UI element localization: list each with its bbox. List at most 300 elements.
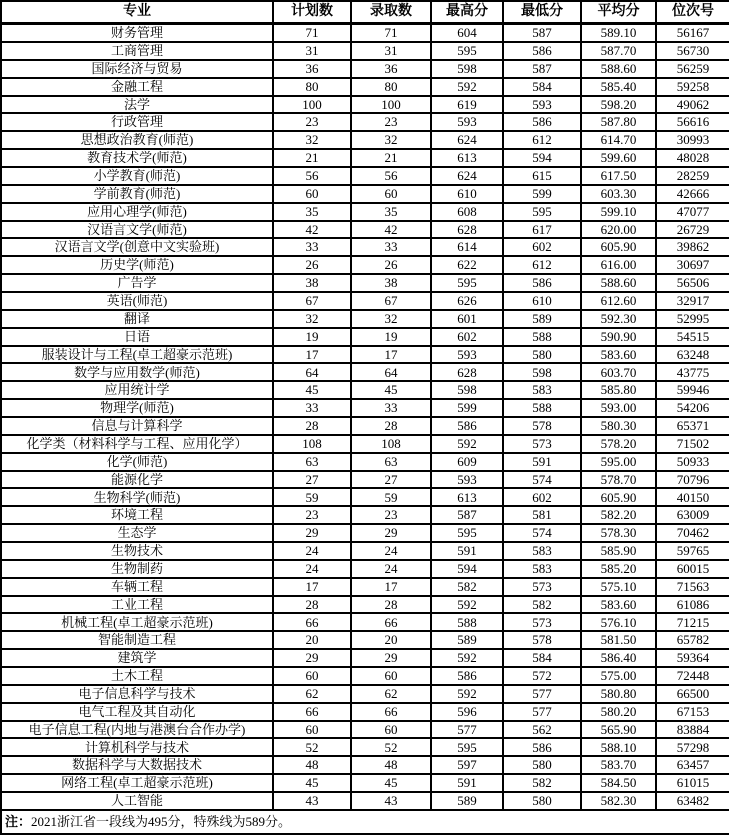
cell-avg-score: 588.10 <box>581 738 656 756</box>
table-row <box>1 578 729 596</box>
cell-max-score: 613 <box>431 149 503 167</box>
cell-avg-score: 586.40 <box>581 649 656 667</box>
cell-min-score: 573 <box>503 578 581 596</box>
cell-min-score: 595 <box>503 203 581 221</box>
table-row <box>1 542 729 560</box>
cell-min-score: 583 <box>503 560 581 578</box>
cell-plan-count: 71 <box>273 24 351 42</box>
table-row <box>1 42 729 60</box>
cell-min-score: 598 <box>503 363 581 381</box>
cell-admitted-count: 48 <box>351 756 431 774</box>
cell-max-score: 609 <box>431 453 503 471</box>
cell-min-score: 577 <box>503 703 581 721</box>
cell-rank-number: 56616 <box>656 113 729 131</box>
cell-plan-count: 24 <box>273 560 351 578</box>
cell-plan-count: 52 <box>273 738 351 756</box>
cell-max-score: 587 <box>431 506 503 524</box>
header-min-score: 最低分 <box>503 1 581 24</box>
cell-avg-score: 605.90 <box>581 488 656 506</box>
cell-plan-count: 23 <box>273 506 351 524</box>
table-row <box>1 292 729 310</box>
cell-max-score: 598 <box>431 381 503 399</box>
cell-major: 数学与应用数学(师范) <box>1 363 273 381</box>
header-admitted-count: 录取数 <box>351 1 431 24</box>
cell-rank-number: 54206 <box>656 399 729 417</box>
cell-avg-score: 580.20 <box>581 703 656 721</box>
cell-max-score: 589 <box>431 631 503 649</box>
cell-admitted-count: 43 <box>351 792 431 810</box>
footnote-label: 注： <box>5 814 32 830</box>
header-row <box>1 1 729 24</box>
cell-max-score: 586 <box>431 417 503 435</box>
cell-min-score: 588 <box>503 328 581 346</box>
cell-avg-score: 583.60 <box>581 596 656 614</box>
cell-avg-score: 585.40 <box>581 78 656 96</box>
cell-min-score: 573 <box>503 613 581 631</box>
table-body <box>1 24 729 811</box>
table-row <box>1 524 729 542</box>
cell-avg-score: 603.30 <box>581 185 656 203</box>
cell-admitted-count: 33 <box>351 238 431 256</box>
cell-rank-number: 40150 <box>656 488 729 506</box>
cell-plan-count: 60 <box>273 721 351 739</box>
cell-plan-count: 67 <box>273 292 351 310</box>
cell-max-score: 602 <box>431 328 503 346</box>
cell-plan-count: 56 <box>273 167 351 185</box>
cell-avg-score: 620.00 <box>581 221 656 239</box>
cell-min-score: 612 <box>503 131 581 149</box>
cell-min-score: 580 <box>503 792 581 810</box>
cell-major: 化学类（材料科学与工程、应用化学） <box>1 435 273 453</box>
cell-major: 应用心理学(师范) <box>1 203 273 221</box>
cell-rank-number: 30697 <box>656 256 729 274</box>
cell-rank-number: 63482 <box>656 792 729 810</box>
cell-plan-count: 38 <box>273 274 351 292</box>
cell-avg-score: 588.60 <box>581 60 656 78</box>
cell-min-score: 583 <box>503 381 581 399</box>
table-row <box>1 399 729 417</box>
cell-major: 汉语言文学(师范) <box>1 221 273 239</box>
cell-max-score: 628 <box>431 221 503 239</box>
cell-plan-count: 45 <box>273 774 351 792</box>
cell-min-score: 580 <box>503 346 581 364</box>
cell-max-score: 628 <box>431 363 503 381</box>
cell-rank-number: 61086 <box>656 596 729 614</box>
cell-rank-number: 83884 <box>656 721 729 739</box>
table-row <box>1 381 729 399</box>
table-row <box>1 792 729 810</box>
cell-plan-count: 27 <box>273 471 351 489</box>
cell-rank-number: 59946 <box>656 381 729 399</box>
footnote <box>1 810 729 834</box>
cell-min-score: 594 <box>503 149 581 167</box>
cell-admitted-count: 24 <box>351 542 431 560</box>
cell-avg-score: 587.70 <box>581 42 656 60</box>
cell-plan-count: 48 <box>273 756 351 774</box>
cell-max-score: 595 <box>431 42 503 60</box>
table-row <box>1 721 729 739</box>
table-row <box>1 185 729 203</box>
cell-major: 生物科学(师范) <box>1 488 273 506</box>
cell-min-score: 587 <box>503 24 581 42</box>
table-row <box>1 131 729 149</box>
cell-min-score: 586 <box>503 113 581 131</box>
cell-major: 数据科学与大数据技术 <box>1 756 273 774</box>
cell-rank-number: 67153 <box>656 703 729 721</box>
table-row <box>1 78 729 96</box>
table-row <box>1 631 729 649</box>
table-row <box>1 346 729 364</box>
cell-rank-number: 57298 <box>656 738 729 756</box>
cell-plan-count: 23 <box>273 113 351 131</box>
cell-major: 机械工程(卓工超豪示范班) <box>1 613 273 631</box>
cell-major: 英语(师范) <box>1 292 273 310</box>
cell-rank-number: 39862 <box>656 238 729 256</box>
cell-major: 工业工程 <box>1 596 273 614</box>
cell-major: 信息与计算科学 <box>1 417 273 435</box>
cell-admitted-count: 28 <box>351 417 431 435</box>
cell-avg-score: 575.00 <box>581 667 656 685</box>
table-row <box>1 310 729 328</box>
cell-avg-score: 587.80 <box>581 113 656 131</box>
cell-rank-number: 56730 <box>656 42 729 60</box>
cell-admitted-count: 33 <box>351 399 431 417</box>
cell-major: 计算机科学与技术 <box>1 738 273 756</box>
cell-min-score: 586 <box>503 42 581 60</box>
cell-avg-score: 588.60 <box>581 274 656 292</box>
cell-min-score: 578 <box>503 417 581 435</box>
footnote-text: 2021浙江省一段线为495分，特殊线为589分。 <box>31 814 292 830</box>
cell-plan-count: 33 <box>273 238 351 256</box>
cell-min-score: 574 <box>503 524 581 542</box>
cell-avg-score: 580.80 <box>581 685 656 703</box>
table-row <box>1 453 729 471</box>
cell-admitted-count: 52 <box>351 738 431 756</box>
cell-avg-score: 583.70 <box>581 756 656 774</box>
cell-major: 小学教育(师范) <box>1 167 273 185</box>
cell-plan-count: 63 <box>273 453 351 471</box>
cell-min-score: 602 <box>503 488 581 506</box>
cell-rank-number: 26729 <box>656 221 729 239</box>
cell-admitted-count: 45 <box>351 774 431 792</box>
cell-major: 应用统计学 <box>1 381 273 399</box>
cell-max-score: 596 <box>431 703 503 721</box>
table-row <box>1 738 729 756</box>
cell-plan-count: 17 <box>273 346 351 364</box>
cell-avg-score: 605.90 <box>581 238 656 256</box>
cell-plan-count: 33 <box>273 399 351 417</box>
cell-rank-number: 71563 <box>656 578 729 596</box>
cell-major: 电子信息科学与技术 <box>1 685 273 703</box>
table-row <box>1 756 729 774</box>
cell-admitted-count: 66 <box>351 703 431 721</box>
cell-major: 教育技术学(师范) <box>1 149 273 167</box>
cell-plan-count: 59 <box>273 488 351 506</box>
cell-min-score: 615 <box>503 167 581 185</box>
cell-max-score: 586 <box>431 667 503 685</box>
cell-rank-number: 49062 <box>656 96 729 114</box>
table-row <box>1 649 729 667</box>
table-row <box>1 506 729 524</box>
cell-max-score: 595 <box>431 274 503 292</box>
cell-avg-score: 603.70 <box>581 363 656 381</box>
cell-rank-number: 66500 <box>656 685 729 703</box>
cell-major: 电子信息工程(内地与港澳台合作办学) <box>1 721 273 739</box>
note-row <box>1 810 729 834</box>
cell-rank-number: 47077 <box>656 203 729 221</box>
cell-avg-score: 585.80 <box>581 381 656 399</box>
cell-plan-count: 31 <box>273 42 351 60</box>
cell-major: 翻译 <box>1 310 273 328</box>
cell-plan-count: 29 <box>273 524 351 542</box>
cell-min-score: 612 <box>503 256 581 274</box>
cell-max-score: 588 <box>431 613 503 631</box>
cell-admitted-count: 36 <box>351 60 431 78</box>
cell-admitted-count: 23 <box>351 113 431 131</box>
cell-rank-number: 56259 <box>656 60 729 78</box>
cell-max-score: 593 <box>431 346 503 364</box>
cell-admitted-count: 24 <box>351 560 431 578</box>
cell-plan-count: 29 <box>273 649 351 667</box>
cell-plan-count: 26 <box>273 256 351 274</box>
cell-avg-score: 616.00 <box>581 256 656 274</box>
cell-major: 服装设计与工程(卓工超豪示范班) <box>1 346 273 364</box>
cell-rank-number: 43775 <box>656 363 729 381</box>
table-row <box>1 703 729 721</box>
cell-max-score: 599 <box>431 399 503 417</box>
cell-min-score: 591 <box>503 453 581 471</box>
cell-admitted-count: 26 <box>351 256 431 274</box>
cell-admitted-count: 60 <box>351 721 431 739</box>
header-major: 专业 <box>1 1 273 24</box>
cell-admitted-count: 35 <box>351 203 431 221</box>
table-row <box>1 685 729 703</box>
cell-min-score: 602 <box>503 238 581 256</box>
cell-avg-score: 592.30 <box>581 310 656 328</box>
table-row <box>1 60 729 78</box>
cell-min-score: 573 <box>503 435 581 453</box>
cell-admitted-count: 32 <box>351 310 431 328</box>
table-row <box>1 328 729 346</box>
cell-min-score: 586 <box>503 738 581 756</box>
cell-plan-count: 32 <box>273 131 351 149</box>
cell-rank-number: 63248 <box>656 346 729 364</box>
cell-min-score: 610 <box>503 292 581 310</box>
cell-plan-count: 80 <box>273 78 351 96</box>
cell-max-score: 597 <box>431 756 503 774</box>
cell-major: 学前教育(师范) <box>1 185 273 203</box>
cell-admitted-count: 100 <box>351 96 431 114</box>
cell-major: 网络工程(卓工超豪示范班) <box>1 774 273 792</box>
cell-major: 行政管理 <box>1 113 273 131</box>
cell-max-score: 604 <box>431 24 503 42</box>
cell-rank-number: 59364 <box>656 649 729 667</box>
cell-major: 建筑学 <box>1 649 273 667</box>
cell-major: 能源化学 <box>1 471 273 489</box>
table-row <box>1 667 729 685</box>
cell-rank-number: 56167 <box>656 24 729 42</box>
cell-avg-score: 565.90 <box>581 721 656 739</box>
cell-avg-score: 589.10 <box>581 24 656 42</box>
table-row <box>1 96 729 114</box>
cell-admitted-count: 60 <box>351 185 431 203</box>
cell-max-score: 626 <box>431 292 503 310</box>
cell-major: 思想政治教育(师范) <box>1 131 273 149</box>
cell-min-score: 617 <box>503 221 581 239</box>
cell-admitted-count: 56 <box>351 167 431 185</box>
cell-avg-score: 590.90 <box>581 328 656 346</box>
cell-max-score: 610 <box>431 185 503 203</box>
cell-min-score: 587 <box>503 60 581 78</box>
cell-min-score: 582 <box>503 596 581 614</box>
cell-max-score: 595 <box>431 524 503 542</box>
cell-avg-score: 593.00 <box>581 399 656 417</box>
cell-max-score: 582 <box>431 578 503 596</box>
cell-rank-number: 54515 <box>656 328 729 346</box>
cell-major: 工商管理 <box>1 42 273 60</box>
cell-avg-score: 599.10 <box>581 203 656 221</box>
header-rank-number: 位次号 <box>656 1 729 24</box>
table-row <box>1 238 729 256</box>
table-row <box>1 471 729 489</box>
header-max-score: 最高分 <box>431 1 503 24</box>
cell-max-score: 591 <box>431 774 503 792</box>
cell-min-score: 578 <box>503 631 581 649</box>
cell-min-score: 577 <box>503 685 581 703</box>
cell-major: 人工智能 <box>1 792 273 810</box>
cell-avg-score: 595.00 <box>581 453 656 471</box>
cell-major: 生物技术 <box>1 542 273 560</box>
cell-avg-score: 578.70 <box>581 471 656 489</box>
cell-plan-count: 19 <box>273 328 351 346</box>
table-row <box>1 24 729 42</box>
header-plan-count: 计划数 <box>273 1 351 24</box>
cell-max-score: 592 <box>431 435 503 453</box>
table-row <box>1 435 729 453</box>
cell-major: 法学 <box>1 96 273 114</box>
cell-rank-number: 56506 <box>656 274 729 292</box>
table-row <box>1 596 729 614</box>
cell-avg-score: 598.20 <box>581 96 656 114</box>
table-row <box>1 613 729 631</box>
cell-max-score: 619 <box>431 96 503 114</box>
cell-rank-number: 70796 <box>656 471 729 489</box>
table-row <box>1 256 729 274</box>
cell-min-score: 580 <box>503 756 581 774</box>
cell-max-score: 591 <box>431 542 503 560</box>
cell-rank-number: 52995 <box>656 310 729 328</box>
cell-rank-number: 63457 <box>656 756 729 774</box>
cell-max-score: 622 <box>431 256 503 274</box>
table-row <box>1 149 729 167</box>
table-row <box>1 274 729 292</box>
cell-admitted-count: 66 <box>351 613 431 631</box>
cell-admitted-count: 42 <box>351 221 431 239</box>
cell-admitted-count: 59 <box>351 488 431 506</box>
cell-rank-number: 50933 <box>656 453 729 471</box>
cell-min-score: 589 <box>503 310 581 328</box>
cell-rank-number: 30993 <box>656 131 729 149</box>
cell-rank-number: 70462 <box>656 524 729 542</box>
cell-rank-number: 59258 <box>656 78 729 96</box>
cell-min-score: 584 <box>503 78 581 96</box>
cell-plan-count: 17 <box>273 578 351 596</box>
cell-admitted-count: 67 <box>351 292 431 310</box>
cell-rank-number: 28259 <box>656 167 729 185</box>
cell-admitted-count: 64 <box>351 363 431 381</box>
table-row <box>1 363 729 381</box>
cell-admitted-count: 32 <box>351 131 431 149</box>
cell-min-score: 583 <box>503 542 581 560</box>
cell-rank-number: 32917 <box>656 292 729 310</box>
cell-rank-number: 59765 <box>656 542 729 560</box>
cell-plan-count: 60 <box>273 667 351 685</box>
cell-avg-score: 585.90 <box>581 542 656 560</box>
cell-major: 车辆工程 <box>1 578 273 596</box>
cell-max-score: 594 <box>431 560 503 578</box>
cell-major: 电气工程及其自动化 <box>1 703 273 721</box>
cell-max-score: 601 <box>431 310 503 328</box>
cell-max-score: 608 <box>431 203 503 221</box>
cell-rank-number: 61015 <box>656 774 729 792</box>
cell-major: 广告学 <box>1 274 273 292</box>
table-row <box>1 488 729 506</box>
table-row <box>1 113 729 131</box>
cell-avg-score: 583.60 <box>581 346 656 364</box>
table-row <box>1 560 729 578</box>
cell-plan-count: 43 <box>273 792 351 810</box>
cell-rank-number: 42666 <box>656 185 729 203</box>
cell-plan-count: 66 <box>273 703 351 721</box>
cell-rank-number: 48028 <box>656 149 729 167</box>
cell-plan-count: 108 <box>273 435 351 453</box>
cell-major: 历史学(师范) <box>1 256 273 274</box>
cell-min-score: 588 <box>503 399 581 417</box>
cell-admitted-count: 29 <box>351 524 431 542</box>
cell-avg-score: 582.30 <box>581 792 656 810</box>
cell-max-score: 592 <box>431 685 503 703</box>
cell-rank-number: 71215 <box>656 613 729 631</box>
cell-max-score: 614 <box>431 238 503 256</box>
cell-avg-score: 582.20 <box>581 506 656 524</box>
cell-admitted-count: 108 <box>351 435 431 453</box>
cell-plan-count: 42 <box>273 221 351 239</box>
cell-avg-score: 578.20 <box>581 435 656 453</box>
cell-plan-count: 62 <box>273 685 351 703</box>
cell-admitted-count: 62 <box>351 685 431 703</box>
cell-admitted-count: 20 <box>351 631 431 649</box>
cell-admitted-count: 45 <box>351 381 431 399</box>
cell-rank-number: 60015 <box>656 560 729 578</box>
cell-rank-number: 65371 <box>656 417 729 435</box>
cell-max-score: 593 <box>431 471 503 489</box>
cell-rank-number: 71502 <box>656 435 729 453</box>
cell-avg-score: 584.50 <box>581 774 656 792</box>
cell-min-score: 581 <box>503 506 581 524</box>
cell-admitted-count: 60 <box>351 667 431 685</box>
cell-plan-count: 35 <box>273 203 351 221</box>
cell-major: 化学(师范) <box>1 453 273 471</box>
cell-major: 金融工程 <box>1 78 273 96</box>
cell-plan-count: 64 <box>273 363 351 381</box>
cell-admitted-count: 28 <box>351 596 431 614</box>
cell-min-score: 586 <box>503 274 581 292</box>
cell-major: 生物制药 <box>1 560 273 578</box>
cell-plan-count: 24 <box>273 542 351 560</box>
cell-max-score: 592 <box>431 78 503 96</box>
cell-admitted-count: 21 <box>351 149 431 167</box>
cell-max-score: 624 <box>431 131 503 149</box>
